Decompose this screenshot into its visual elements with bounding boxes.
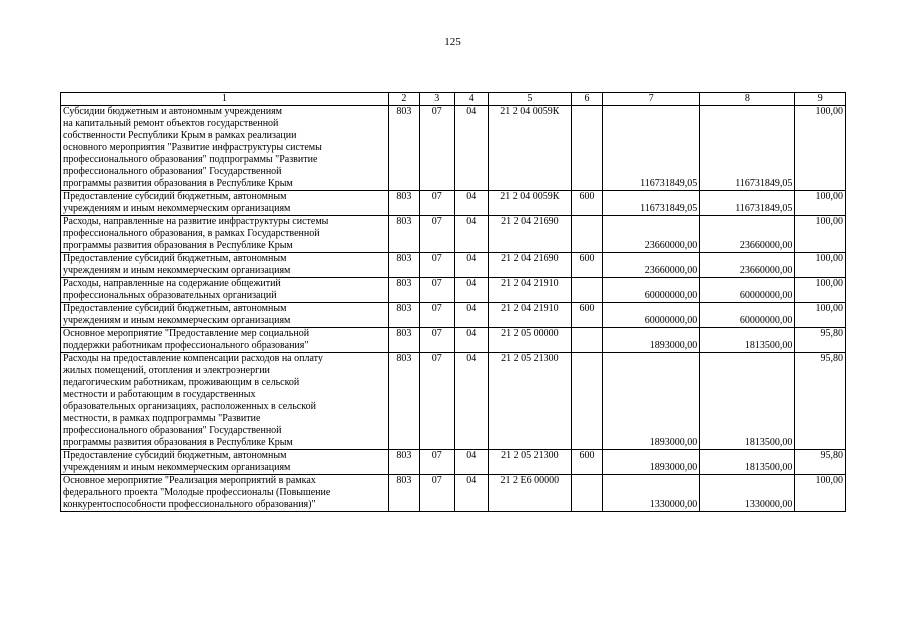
- target-article-cell: 21 2 04 0059К: [488, 106, 571, 191]
- target-article-cell: 21 2 Е6 00000: [488, 475, 571, 512]
- executed-amount-cell: 116731849,05: [700, 106, 795, 191]
- table-row: [61, 253, 846, 278]
- planned-amount-cell: 23660000,00: [603, 253, 700, 278]
- executed-amount-cell: 1813500,00: [700, 353, 795, 450]
- expense-type-cell: 600: [571, 450, 602, 475]
- row-description: [61, 475, 389, 512]
- execution-percent-cell: 100,00: [795, 278, 846, 303]
- description-line: Расходы, направленные на содержание общежитий: [63, 278, 281, 289]
- description-line: профессионального образования" Государственной: [63, 166, 282, 177]
- expense-type-cell: [571, 278, 602, 303]
- header-cell-1: 1: [61, 93, 389, 106]
- execution-percent-cell: 95,80: [795, 450, 846, 475]
- ministry-code-cell: 803: [388, 106, 419, 191]
- description-line: на капитальный ремонт объектов государственной: [63, 118, 279, 129]
- section-code-cell: 07: [420, 303, 454, 328]
- section-code-cell: 07: [420, 475, 454, 512]
- description-line: учреждениям и иным некоммерческим организациям: [63, 203, 291, 214]
- section-code-cell: 07: [420, 106, 454, 191]
- executed-amount-cell: 1330000,00: [700, 475, 795, 512]
- ministry-code-cell: 803: [388, 450, 419, 475]
- description-line: Субсидии бюджетным и автономным учреждениям: [63, 106, 283, 117]
- description-line: Расходы на предоставление компенсации расходов на оплату: [63, 353, 323, 364]
- description-line: образовательных организациях, расположенных в сельской: [63, 401, 316, 412]
- table-row: [61, 303, 846, 328]
- row-description: [61, 353, 389, 450]
- execution-percent-cell: 100,00: [795, 106, 846, 191]
- description-line: профессионального образования" подпрограммы "Развитие: [63, 154, 318, 165]
- executed-amount-cell: 23660000,00: [700, 253, 795, 278]
- section-code-cell: 07: [420, 191, 454, 216]
- subsection-code-cell: 04: [454, 450, 488, 475]
- row-description: [61, 253, 389, 278]
- section-code-cell: 07: [420, 353, 454, 450]
- subsection-code-cell: 04: [454, 303, 488, 328]
- header-cell-2: 2: [388, 93, 419, 106]
- expense-type-cell: [571, 216, 602, 253]
- row-description: [61, 450, 389, 475]
- planned-amount-cell: 60000000,00: [603, 278, 700, 303]
- section-code-cell: 07: [420, 253, 454, 278]
- description-line: программы развития образования в Республике Крым: [63, 178, 293, 189]
- expense-type-cell: [571, 353, 602, 450]
- expense-type-cell: 600: [571, 303, 602, 328]
- section-code-cell: 07: [420, 278, 454, 303]
- section-code-cell: 07: [420, 450, 454, 475]
- table-row: [61, 328, 846, 353]
- section-code-cell: 07: [420, 216, 454, 253]
- header-cell-9: 9: [795, 93, 846, 106]
- row-description: [61, 216, 389, 253]
- ministry-code-cell: 803: [388, 216, 419, 253]
- table-row: [61, 106, 846, 191]
- expense-type-cell: 600: [571, 253, 602, 278]
- row-description: [61, 303, 389, 328]
- ministry-code-cell: 803: [388, 475, 419, 512]
- section-code-cell: 07: [420, 328, 454, 353]
- description-line: поддержки работникам профессионального образования": [63, 340, 309, 351]
- executed-amount-cell: 60000000,00: [700, 278, 795, 303]
- description-line: местности, в рамках подпрограммы "Развитие: [63, 413, 261, 424]
- planned-amount-cell: 1893000,00: [603, 450, 700, 475]
- header-cell-5: 5: [488, 93, 571, 106]
- table-row: [61, 450, 846, 475]
- executed-amount-cell: 1813500,00: [700, 450, 795, 475]
- subsection-code-cell: 04: [454, 253, 488, 278]
- executed-amount-cell: 116731849,05: [700, 191, 795, 216]
- description-line: учреждениям и иным некоммерческим организациям: [63, 462, 291, 473]
- target-article-cell: 21 2 05 00000: [488, 328, 571, 353]
- row-description: [61, 106, 389, 191]
- description-line: конкурентоспособности профессионального образования)": [63, 499, 316, 510]
- execution-percent-cell: 100,00: [795, 216, 846, 253]
- planned-amount-cell: 23660000,00: [603, 216, 700, 253]
- table-row: [61, 191, 846, 216]
- expense-type-cell: [571, 106, 602, 191]
- target-article-cell: 21 2 04 21690: [488, 253, 571, 278]
- description-line: местности и работающим в государственных: [63, 389, 256, 400]
- target-article-cell: 21 2 05 21300: [488, 450, 571, 475]
- execution-percent-cell: 100,00: [795, 303, 846, 328]
- subsection-code-cell: 04: [454, 353, 488, 450]
- ministry-code-cell: 803: [388, 328, 419, 353]
- description-line: Расходы, направленные на развитие инфраструктуры системы: [63, 216, 329, 227]
- description-line: собственности Республики Крым в рамках реализации: [63, 130, 297, 141]
- table-row: [61, 216, 846, 253]
- row-description: [61, 328, 389, 353]
- budget-table: [60, 92, 846, 512]
- target-article-cell: 21 2 04 21910: [488, 278, 571, 303]
- ministry-code-cell: 803: [388, 191, 419, 216]
- description-line: федерального проекта "Молодые профессионалы (Повышение: [63, 487, 331, 498]
- subsection-code-cell: 04: [454, 191, 488, 216]
- description-line: Предоставление субсидий бюджетным, автономным: [63, 303, 287, 314]
- planned-amount-cell: 116731849,05: [603, 191, 700, 216]
- ministry-code-cell: 803: [388, 353, 419, 450]
- description-line: профессионального образования, в рамках Государственной: [63, 228, 320, 239]
- header-cell-8: 8: [700, 93, 795, 106]
- planned-amount-cell: 1893000,00: [603, 328, 700, 353]
- subsection-code-cell: 04: [454, 278, 488, 303]
- target-article-cell: 21 2 04 21910: [488, 303, 571, 328]
- description-line: программы развития образования в Республике Крым: [63, 437, 293, 448]
- execution-percent-cell: 95,80: [795, 328, 846, 353]
- executed-amount-cell: 60000000,00: [700, 303, 795, 328]
- description-line: учреждениям и иным некоммерческим организациям: [63, 265, 291, 276]
- target-article-cell: 21 2 04 21690: [488, 216, 571, 253]
- description-line: педагогическим работникам, проживающим в сельской: [63, 377, 300, 388]
- table-row: [61, 353, 846, 450]
- header-cell-7: 7: [603, 93, 700, 106]
- target-article-cell: 21 2 05 21300: [488, 353, 571, 450]
- description-line: Предоставление субсидий бюджетным, автономным: [63, 253, 287, 264]
- execution-percent-cell: 100,00: [795, 191, 846, 216]
- header-cell-4: 4: [454, 93, 488, 106]
- description-line: Предоставление субсидий бюджетным, автономным: [63, 450, 287, 461]
- target-article-cell: 21 2 04 0059К: [488, 191, 571, 216]
- executed-amount-cell: 1813500,00: [700, 328, 795, 353]
- page-number: 125: [444, 36, 461, 48]
- description-line: жилых помещений, отопления и электроэнергии: [63, 365, 270, 376]
- expense-type-cell: [571, 475, 602, 512]
- description-line: основного мероприятия "Развитие инфраструктуры системы: [63, 142, 322, 153]
- expense-type-cell: 600: [571, 191, 602, 216]
- subsection-code-cell: 04: [454, 216, 488, 253]
- subsection-code-cell: 04: [454, 475, 488, 512]
- description-line: профессионального образования" Государственной: [63, 425, 282, 436]
- row-description: [61, 191, 389, 216]
- subsection-code-cell: 04: [454, 106, 488, 191]
- header-cell-6: 6: [571, 93, 602, 106]
- ministry-code-cell: 803: [388, 303, 419, 328]
- execution-percent-cell: 100,00: [795, 475, 846, 512]
- description-line: Основное мероприятие "Реализация мероприятий в рамках: [63, 475, 316, 486]
- planned-amount-cell: 116731849,05: [603, 106, 700, 191]
- description-line: программы развития образования в Республике Крым: [63, 240, 293, 251]
- execution-percent-cell: 100,00: [795, 253, 846, 278]
- ministry-code-cell: 803: [388, 278, 419, 303]
- table-row: [61, 475, 846, 512]
- executed-amount-cell: 23660000,00: [700, 216, 795, 253]
- header-row: [61, 93, 846, 106]
- expense-type-cell: [571, 328, 602, 353]
- description-line: учреждениям и иным некоммерческим организациям: [63, 315, 291, 326]
- description-line: Предоставление субсидий бюджетным, автономным: [63, 191, 287, 202]
- table-row: [61, 278, 846, 303]
- ministry-code-cell: 803: [388, 253, 419, 278]
- planned-amount-cell: 1330000,00: [603, 475, 700, 512]
- header-cell-3: 3: [420, 93, 454, 106]
- row-description: [61, 278, 389, 303]
- execution-percent-cell: 95,80: [795, 353, 846, 450]
- subsection-code-cell: 04: [454, 328, 488, 353]
- description-line: Основное мероприятие "Предоставление мер социальной: [63, 328, 310, 339]
- description-line: профессиональных образовательных организаций: [63, 290, 277, 301]
- planned-amount-cell: 60000000,00: [603, 303, 700, 328]
- planned-amount-cell: 1893000,00: [603, 353, 700, 450]
